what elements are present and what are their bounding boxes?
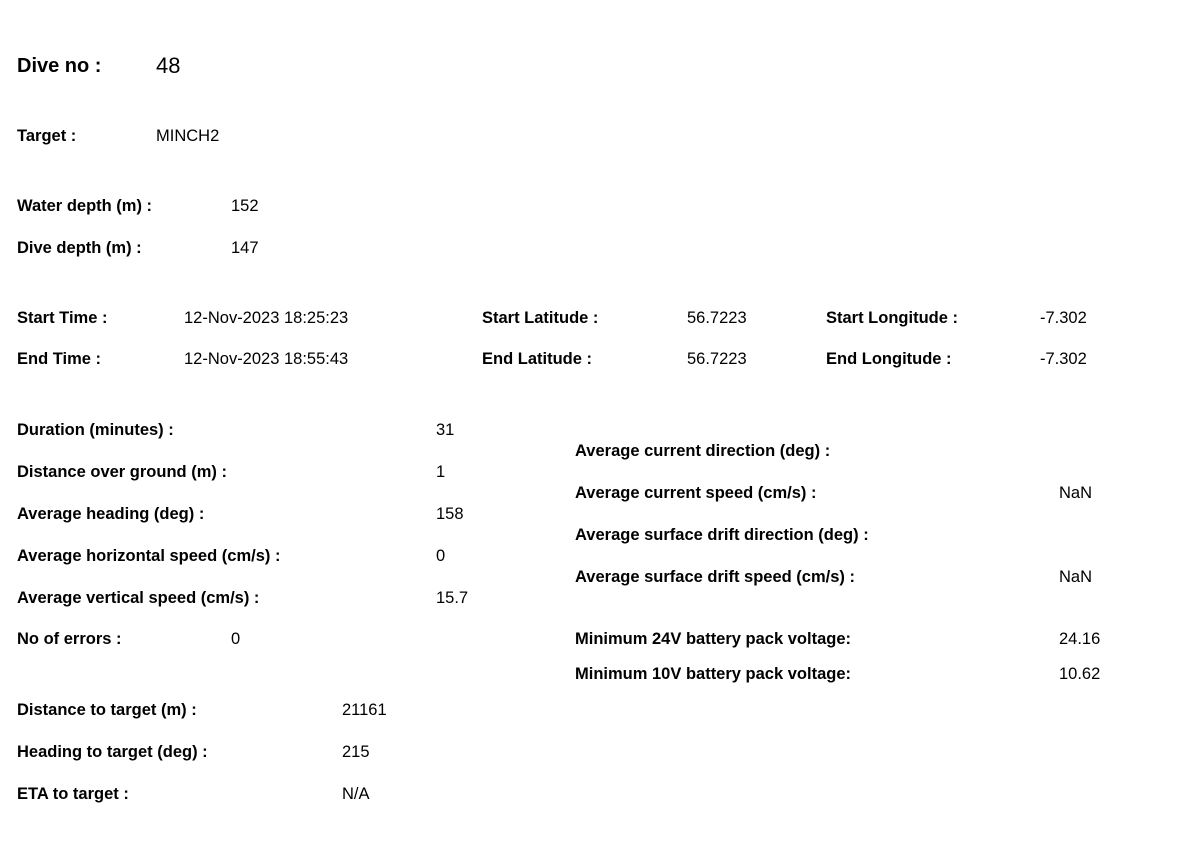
- average-surface-drift-speed-label: Average surface drift speed (cm/s) :: [575, 568, 855, 586]
- heading-to-target-value: 215: [342, 743, 370, 761]
- average-vertical-speed-value: 15.7: [436, 589, 469, 607]
- target-value: MINCH2: [156, 127, 220, 145]
- start-longitude-value: -7.302: [1040, 309, 1087, 327]
- target-label: Target :: [17, 127, 77, 145]
- eta-to-target-value: N/A: [342, 785, 370, 803]
- end-longitude-value: -7.302: [1040, 350, 1087, 368]
- start-time-value: 12-Nov-2023 18:25:23: [184, 309, 349, 327]
- duration-value: 31: [436, 421, 455, 439]
- duration-label: Duration (minutes) :: [17, 421, 174, 439]
- heading-to-target-label: Heading to target (deg) :: [17, 743, 208, 761]
- dive-no-value: 48: [156, 53, 181, 78]
- average-horizontal-speed-label: Average horizontal speed (cm/s) :: [17, 547, 281, 565]
- end-latitude-label: End Latitude :: [482, 350, 592, 368]
- average-heading-value: 158: [436, 505, 464, 523]
- average-horizontal-speed-value: 0: [436, 547, 446, 565]
- end-latitude-value: 56.7223: [687, 350, 747, 368]
- start-time-label: Start Time :: [17, 309, 108, 327]
- no-of-errors-value: 0: [231, 630, 241, 648]
- average-current-speed-value: NaN: [1059, 484, 1093, 502]
- dive-depth-value: 147: [231, 239, 259, 257]
- end-time-value: 12-Nov-2023 18:55:43: [184, 350, 349, 368]
- distance-over-ground-label: Distance over ground (m) :: [17, 463, 227, 481]
- average-current-direction-label: Average current direction (deg) :: [575, 442, 831, 460]
- average-current-speed-label: Average current speed (cm/s) :: [575, 484, 817, 502]
- eta-to-target-label: ETA to target :: [17, 785, 129, 803]
- end-time-label: End Time :: [17, 350, 102, 368]
- start-latitude-label: Start Latitude :: [482, 309, 599, 327]
- end-longitude-label: End Longitude :: [826, 350, 952, 368]
- water-depth-value: 152: [231, 197, 259, 215]
- distance-over-ground-value: 1: [436, 463, 446, 481]
- water-depth-label: Water depth (m) :: [17, 197, 153, 215]
- start-latitude-value: 56.7223: [687, 309, 747, 327]
- distance-to-target-label: Distance to target (m) :: [17, 701, 197, 719]
- average-surface-drift-direction-label: Average surface drift direction (deg) :: [575, 526, 869, 544]
- start-longitude-label: Start Longitude :: [826, 309, 958, 327]
- distance-to-target-value: 21161: [342, 701, 387, 719]
- min-10v-battery-value: 10.62: [1059, 665, 1101, 683]
- min-24v-battery-label: Minimum 24V battery pack voltage:: [575, 630, 851, 648]
- dive-depth-label: Dive depth (m) :: [17, 239, 142, 257]
- no-of-errors-label: No of errors :: [17, 630, 122, 648]
- average-heading-label: Average heading (deg) :: [17, 505, 205, 523]
- min-24v-battery-value: 24.16: [1059, 630, 1101, 648]
- average-vertical-speed-label: Average vertical speed (cm/s) :: [17, 589, 260, 607]
- min-10v-battery-label: Minimum 10V battery pack voltage:: [575, 665, 851, 683]
- dive-no-label: Dive no :: [17, 55, 102, 77]
- average-surface-drift-speed-value: NaN: [1059, 568, 1093, 586]
